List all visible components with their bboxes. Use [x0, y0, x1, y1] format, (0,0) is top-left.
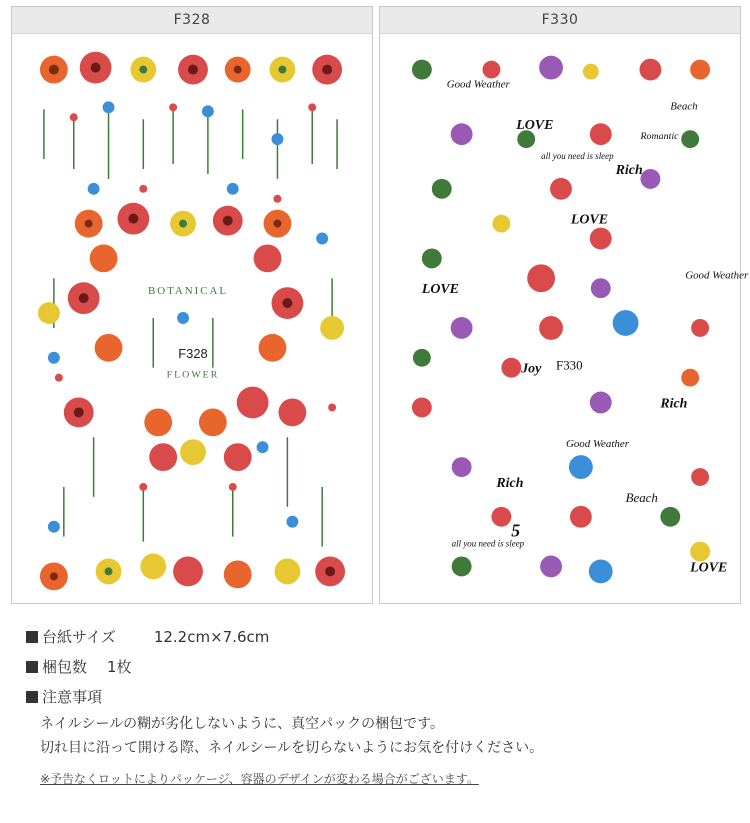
size-row: [26, 622, 726, 652]
bullet-square-icon: [26, 661, 38, 673]
product-panel-f330: [379, 6, 749, 604]
count-label: 梱包数: [42, 658, 88, 676]
sticker-text: Joy: [521, 361, 542, 377]
product-panel-f328: [11, 6, 373, 604]
sticker-text: Beach: [670, 100, 698, 113]
decor-flowers: [38, 52, 345, 591]
sheet-code: F330: [556, 357, 583, 373]
note-line-1: ネイルシールの糊が劣化しないように、真空パックの梱包です。: [40, 716, 444, 732]
sticker-sheet-image: [34, 49, 350, 591]
count-value: 1枚: [107, 658, 132, 676]
note-line-2: 切れ目に沿って開ける際、ネイルシールを切らないようにお気を付けください。: [40, 740, 544, 756]
sticker-text: LOVE: [421, 282, 459, 298]
flower-label: FLOWER: [166, 369, 220, 381]
sticker-text: Good Weather: [565, 438, 629, 451]
sticker-text: all you need is sleep: [541, 151, 614, 162]
size-label: 台紙サイズ: [42, 628, 116, 646]
count-row: [26, 652, 726, 682]
lettering-sticker-illustration: [402, 49, 749, 591]
sticker-text: Romantic: [640, 131, 679, 143]
sticker-sheet-image: [402, 49, 749, 591]
sticker-text: Rich: [496, 475, 524, 491]
panel-title: F330: [380, 7, 740, 34]
bullet-square-icon: [26, 631, 38, 643]
sticker-text: Rich: [660, 396, 688, 412]
sticker-text: Rich: [615, 162, 643, 178]
sheet-code: F328: [178, 345, 208, 361]
sticker-text: LOVE: [690, 560, 728, 576]
botanical-sticker-illustration: [34, 49, 350, 591]
panel-title: F328: [12, 7, 372, 34]
disclaimer-text: ※予告なくロットによりパッケージ、容器のデザインが変わる場合がございます。: [40, 772, 479, 786]
sticker-text: Good Weather: [446, 78, 510, 91]
sticker-text: 5: [511, 520, 521, 541]
sticker-text: LOVE: [516, 118, 554, 134]
bullet-square-icon: [26, 691, 38, 703]
product-details: [26, 622, 726, 787]
notes-label: 注意事項: [42, 688, 103, 706]
size-value: 12.2cm×7.6cm: [153, 628, 270, 646]
sticker-text: Beach: [625, 489, 658, 505]
botanical-label: BOTANICAL: [147, 285, 229, 298]
sticker-text: Good Weather: [685, 269, 749, 282]
sticker-text: all you need is sleep: [451, 538, 525, 549]
notes-row: [26, 682, 726, 712]
sticker-text: LOVE: [570, 212, 609, 228]
